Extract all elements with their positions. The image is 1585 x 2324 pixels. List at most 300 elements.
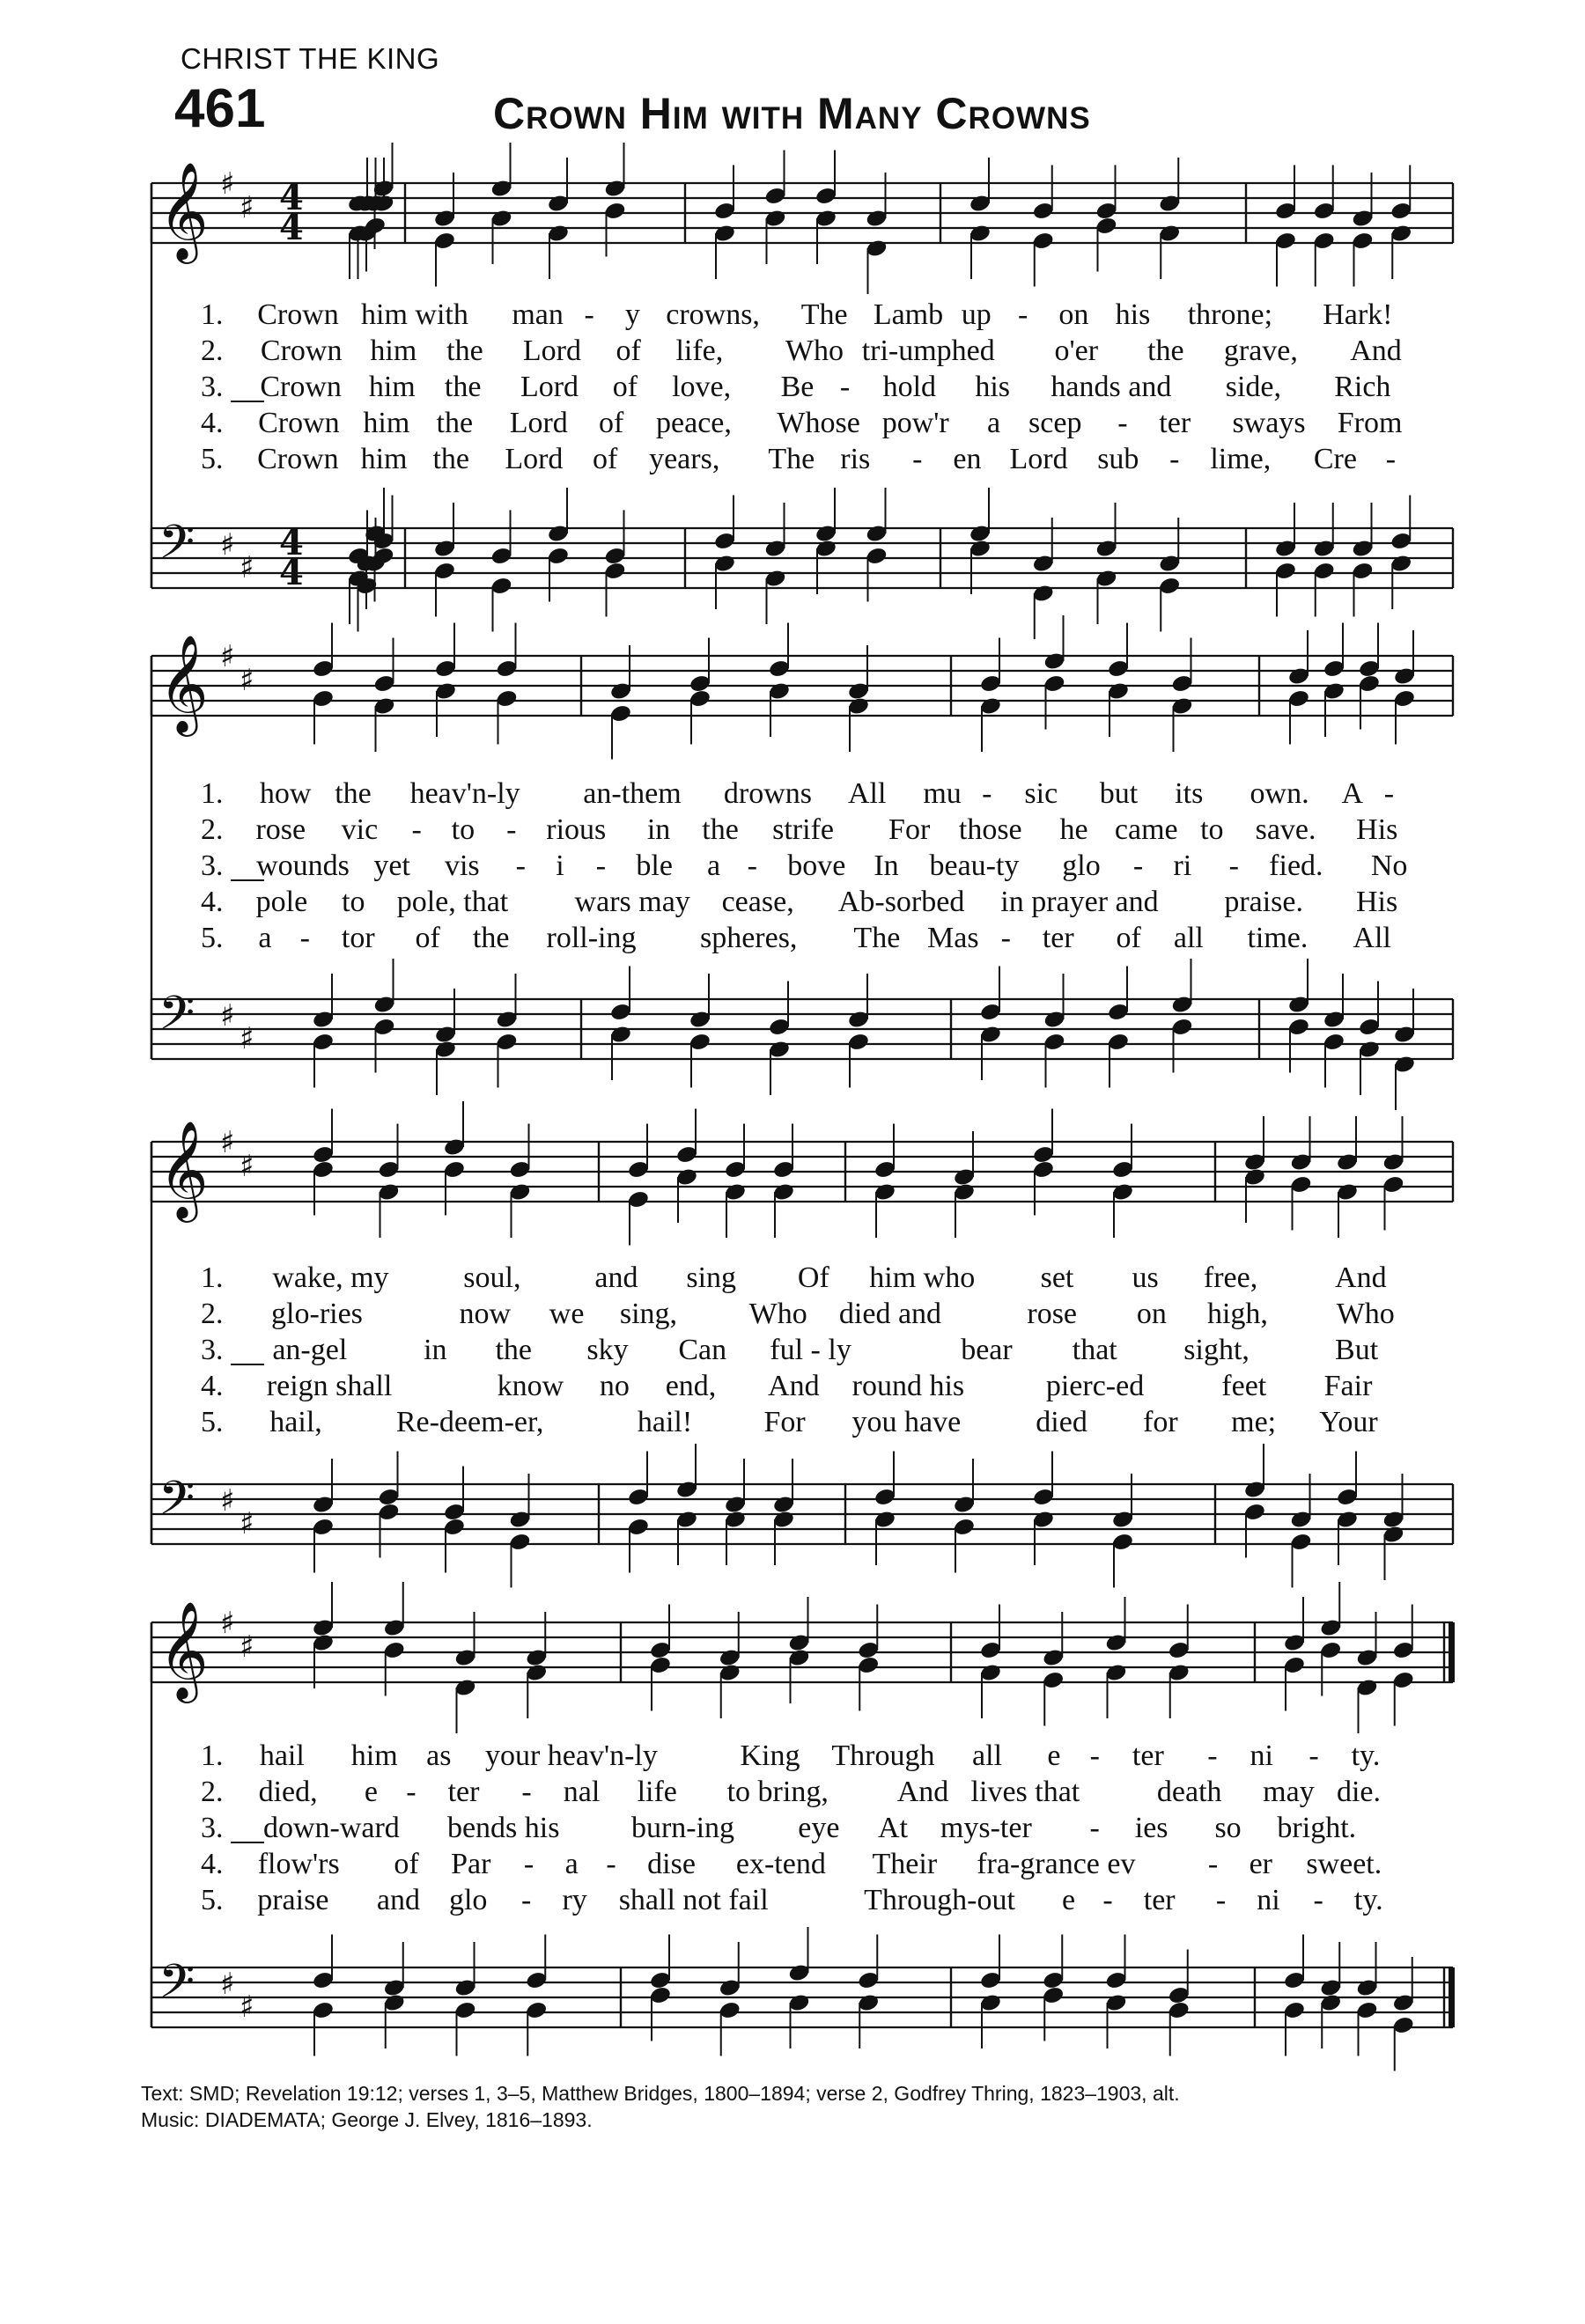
lyric-syllable: Lord xyxy=(505,443,564,475)
lyric-syllable: yet xyxy=(373,849,410,882)
lyric-syllable: 4. xyxy=(201,407,224,439)
lyric-syllable: him who xyxy=(869,1261,976,1294)
lyric-syllable: 5. xyxy=(201,1884,224,1916)
lyric-syllable: praise xyxy=(257,1884,329,1916)
lyric-syllable: and xyxy=(376,1884,420,1916)
lyric-syllable: heav'n-ly xyxy=(409,777,520,810)
lyric-syllable: wounds xyxy=(256,849,350,882)
sharp-icon: ♯ xyxy=(220,166,235,202)
lyric-syllable: Through-out xyxy=(864,1884,1015,1916)
lyric-syllable: - xyxy=(1228,849,1239,882)
lyric-syllable: man xyxy=(512,298,564,331)
lyric-syllable: him xyxy=(360,443,408,475)
lyric-syllable: o'er xyxy=(1054,335,1099,367)
lyric-syllable: know xyxy=(497,1370,564,1402)
lyric-syllable: up xyxy=(961,298,992,331)
lyric-syllable: ies xyxy=(1134,1812,1168,1844)
lyric-syllable: - xyxy=(1132,849,1144,882)
treble-clef-icon: 𝄞 xyxy=(158,1120,209,1218)
lyric-syllable: died, xyxy=(258,1776,318,1808)
lyric-syllable: - xyxy=(747,849,757,882)
lyric-syllable: The xyxy=(800,298,848,331)
lyric-syllable: sky xyxy=(586,1334,629,1366)
lyric-syllable: Ab-sorbed xyxy=(837,886,965,918)
lyric-syllable: Crown xyxy=(258,407,340,439)
lyric-syllable: King xyxy=(740,1739,800,1772)
lyric-syllable: the xyxy=(436,407,474,439)
lyric-syllable: as xyxy=(426,1739,452,1772)
lyric-syllable: ble xyxy=(636,849,673,882)
lyric-syllable: you have xyxy=(851,1406,962,1438)
lyric-syllable: a xyxy=(987,407,1001,439)
lyric-syllable: him with xyxy=(361,298,468,331)
lyric-syllable: sing xyxy=(686,1261,737,1294)
lyric-syllable: sic xyxy=(1024,777,1058,810)
lyric-syllable: in prayer and xyxy=(1000,886,1159,918)
lyric-syllable: hold xyxy=(882,371,937,403)
lyric-syllable: ni xyxy=(1257,1884,1280,1916)
lyric-syllable: your heav'n-ly xyxy=(484,1739,658,1772)
sharp-icon: ♯ xyxy=(240,1149,254,1184)
text-credit: Text: SMD; Revelation 19:12; verses 1, 3–5, Matthew Bridges, 1800–1894; verse 2, Godfrey Thring, 1823–1903, alt. xyxy=(141,2082,1180,2105)
lyric-syllable: to bring, xyxy=(726,1776,829,1808)
lyric-syllable: the xyxy=(1147,335,1184,367)
lyric-syllable: Who xyxy=(1336,1298,1395,1330)
lyric-syllable: - xyxy=(523,1848,534,1880)
lyric-syllable: of xyxy=(598,407,624,439)
lyric-syllable: in xyxy=(424,1334,447,1366)
lyric-syllable: - xyxy=(1385,443,1397,475)
lyric-syllable: - xyxy=(1000,922,1011,954)
lyric-syllable: peace, xyxy=(656,407,732,439)
lyric-syllable: came xyxy=(1114,813,1178,846)
lyric-syllable: vic xyxy=(341,813,379,846)
lyric-syllable: drowns xyxy=(723,777,813,810)
lyric-syllable: e xyxy=(1061,1884,1076,1916)
lyric-syllable: His xyxy=(1356,813,1398,846)
lyric-syllable: fied. xyxy=(1269,849,1323,882)
lyric-syllable: - xyxy=(299,922,310,954)
lyric-syllable: love, xyxy=(672,371,732,403)
lyric-syllable: reign shall xyxy=(266,1370,393,1402)
lyric-syllable: a xyxy=(564,1848,579,1880)
lyric-syllable: him xyxy=(363,407,410,439)
lyric-syllable: - xyxy=(1169,443,1180,475)
lyric-syllable: beau-ty xyxy=(929,849,1020,882)
lyric-syllable: From xyxy=(1337,407,1403,439)
lyric-syllable: In xyxy=(874,849,899,882)
lyric-syllable: and xyxy=(594,1261,638,1294)
lyric-syllable: Lord xyxy=(1009,443,1068,475)
lyric-syllable: Crown xyxy=(260,335,343,367)
lyric-syllable: ex-tend xyxy=(735,1848,826,1880)
lyric-syllable: an-them xyxy=(583,777,682,810)
lyric-syllable: Crown xyxy=(260,371,342,403)
lyric-syllable: soul, xyxy=(463,1261,521,1294)
lyric-syllable: - xyxy=(1215,1884,1227,1916)
lyric-syllable: The xyxy=(853,922,901,954)
sharp-icon: ♯ xyxy=(220,639,235,674)
lyric-syllable: sways xyxy=(1232,407,1306,439)
lyric-syllable: Lord xyxy=(509,407,568,439)
lyric-syllable: - xyxy=(1207,1739,1218,1772)
lyric-syllable: tor xyxy=(341,922,375,954)
lyric-syllable: pierc-ed xyxy=(1045,1370,1145,1402)
lyric-syllable: the xyxy=(446,335,483,367)
lyric-syllable: nal xyxy=(563,1776,601,1808)
hymn-title: Crown Him with Many Crowns xyxy=(493,89,1091,138)
lyric-syllable: rious xyxy=(546,813,607,846)
lyric-syllable: Who xyxy=(748,1298,807,1330)
lyric-syllable: No xyxy=(1370,849,1408,882)
lyric-syllable: we xyxy=(549,1298,585,1330)
lyric-syllable: pow'r xyxy=(881,407,949,439)
lyric-syllable: All xyxy=(847,777,887,810)
lyric-syllable: of xyxy=(1116,922,1141,954)
lyric-syllable: eye xyxy=(798,1812,840,1844)
lyric-syllable: on xyxy=(1058,298,1089,331)
lyric-syllable: i xyxy=(556,849,564,882)
lyric-syllable: shall not fail xyxy=(618,1884,769,1916)
lyric-syllable: - xyxy=(584,298,594,331)
lyric-syllable: But xyxy=(1335,1334,1379,1366)
lyric-syllable: but xyxy=(1099,777,1139,810)
lyric-syllable: Of xyxy=(797,1261,829,1294)
lyric-syllable: 5. xyxy=(201,922,224,954)
lyric-syllable: 1. xyxy=(201,1261,224,1294)
lyric-syllable: sub xyxy=(1097,443,1139,475)
lyric-syllable: sing, xyxy=(619,1298,678,1330)
lyric-syllable: hail, xyxy=(269,1406,322,1438)
lyric-syllable: Rich xyxy=(1334,371,1391,403)
lyric-syllable: rose xyxy=(255,813,306,846)
lyric-syllable: so xyxy=(1214,1812,1242,1844)
lyric-syllable: 3. xyxy=(201,371,224,403)
lyric-syllable: - xyxy=(1089,1739,1100,1772)
lyric-syllable: - xyxy=(1018,298,1028,331)
lyric-syllable: own. xyxy=(1250,777,1309,810)
lyric-syllable: his xyxy=(1115,298,1151,331)
lyric-syllable: his xyxy=(975,371,1011,403)
lyric-syllable: life, xyxy=(675,335,724,367)
lyric-syllable: y xyxy=(624,298,640,331)
lyric-syllable: ful - ly xyxy=(770,1334,851,1366)
lyric-syllable: him xyxy=(370,335,417,367)
lyric-syllable: ter xyxy=(1042,922,1074,954)
lyric-syllable: no xyxy=(599,1370,630,1402)
lyric-syllable: free, xyxy=(1203,1261,1258,1294)
lyric-syllable: feet xyxy=(1221,1370,1267,1402)
lyric-syllable: - xyxy=(1207,1848,1219,1880)
lyric-syllable: Cre xyxy=(1313,443,1357,475)
lyric-syllable: may xyxy=(1263,1776,1315,1808)
lyric-syllable: Lord xyxy=(520,371,579,403)
lyric-syllable: 4. xyxy=(201,1370,224,1402)
lyric-syllable: His xyxy=(1355,886,1398,918)
lyric-syllable: pole xyxy=(255,886,308,918)
lyric-syllable: e xyxy=(1047,1739,1061,1772)
lyric-syllable: wake, my xyxy=(272,1261,389,1294)
lyric-syllable: him xyxy=(350,1739,398,1772)
lyric-syllable: 2. xyxy=(201,1298,224,1330)
lyric-syllable: of xyxy=(394,1848,419,1880)
lyric-syllable: ter xyxy=(1159,407,1191,439)
lyric-syllable: roll-ing xyxy=(546,922,637,954)
lyric-syllable: - xyxy=(515,849,526,882)
lyric-syllable: - xyxy=(521,1776,532,1808)
lyric-syllable: Crown xyxy=(257,443,339,475)
lyric-syllable: burn-ing xyxy=(630,1812,735,1844)
lyric-syllable: death xyxy=(1156,1776,1222,1808)
lyric-syllable: 4. xyxy=(201,886,224,918)
sharp-icon: ♯ xyxy=(240,550,254,585)
lyric-syllable: of xyxy=(415,922,440,954)
lyric-syllable: 1. xyxy=(201,1739,224,1772)
lyric-syllable: - xyxy=(912,443,923,475)
lyric-syllable: For xyxy=(888,813,931,846)
lyric-syllable: 5. xyxy=(201,443,224,475)
lyric-syllable: Whose xyxy=(777,407,860,439)
section-label: CHRIST THE KING xyxy=(181,42,440,75)
lyric-syllable: end, xyxy=(665,1370,717,1402)
lyric-syllable: its xyxy=(1175,777,1204,810)
bass-clef-icon: 𝄢 xyxy=(158,987,195,1052)
lyric-syllable: to xyxy=(1200,813,1224,846)
treble-clef-icon: 𝄞 xyxy=(158,634,209,732)
sharp-icon: ♯ xyxy=(240,1021,254,1056)
lyric-syllable: 1. xyxy=(201,298,224,331)
lyric-syllable: - xyxy=(1383,777,1395,810)
lyric-syllable: A xyxy=(1341,777,1364,810)
lyric-syllable: ris xyxy=(840,443,871,475)
lyric-syllable: that xyxy=(1072,1334,1117,1366)
lyric-syllable: high, xyxy=(1206,1298,1268,1330)
lyric-syllable: - xyxy=(606,1848,616,1880)
lyric-syllable: pole, that xyxy=(396,886,509,918)
lyric-syllable: down-ward xyxy=(262,1812,400,1844)
bass-clef-icon: 𝄢 xyxy=(158,516,195,581)
lyric-syllable: the xyxy=(444,371,482,403)
lyric-syllable: vis xyxy=(444,849,480,882)
lyric-syllable: Be xyxy=(780,371,815,403)
lyric-syllable: 3. xyxy=(201,849,224,882)
lyric-syllable: now xyxy=(459,1298,512,1330)
lyric-syllable: of xyxy=(616,335,641,367)
lyric-syllable: Re-deem-er, xyxy=(395,1406,544,1438)
lyric-syllable: cease, xyxy=(721,886,794,918)
lyric-syllable: all xyxy=(972,1739,1003,1772)
lyric-syllable: all xyxy=(1173,922,1204,954)
time-signature: 4 xyxy=(279,207,304,248)
lyric-syllable: died xyxy=(1036,1406,1087,1438)
lyric-syllable: ter xyxy=(1132,1739,1164,1772)
treble-clef-icon: 𝄞 xyxy=(158,1600,209,1699)
lyric-syllable: save. xyxy=(1255,813,1316,846)
lyric-syllable: bends his xyxy=(446,1812,560,1844)
lyric-syllable: Can xyxy=(678,1334,727,1366)
lyric-syllable: Fair xyxy=(1323,1370,1373,1402)
lyric-syllable: glo-ries xyxy=(271,1298,363,1330)
final-barline xyxy=(1449,1967,1455,2027)
sharp-icon: ♯ xyxy=(220,1606,235,1641)
treble-clef-icon: 𝄞 xyxy=(158,161,209,260)
lyric-syllable: Who xyxy=(785,335,844,367)
lyric-syllable: - xyxy=(1089,1812,1100,1844)
lyric-syllable: side, xyxy=(1225,371,1282,403)
lyric-syllable: ty. xyxy=(1353,1884,1383,1916)
lyric-syllable: years, xyxy=(649,443,720,475)
lyric-syllable: wars may xyxy=(574,886,690,918)
lyric-syllable: an-gel xyxy=(272,1334,348,1366)
lyric-syllable: time. xyxy=(1247,922,1309,954)
lyric-syllable: sweet. xyxy=(1306,1848,1382,1880)
lyric-syllable: ry xyxy=(562,1884,587,1916)
lyric-syllable: - xyxy=(506,813,517,846)
lyric-syllable: of xyxy=(593,443,618,475)
music-credit: Music: DIADEMATA; George J. Elvey, 1816–1893. xyxy=(141,2108,593,2131)
lyric-syllable: ri xyxy=(1173,849,1192,882)
lyric-syllable: 2. xyxy=(201,1776,224,1808)
lyric-syllable: set xyxy=(1040,1261,1074,1294)
bass-clef-icon: 𝄢 xyxy=(158,1955,195,2020)
lyric-syllable: crowns, xyxy=(666,298,760,331)
lyric-syllable: me; xyxy=(1231,1406,1277,1438)
sharp-icon: ♯ xyxy=(240,190,254,225)
lyric-syllable: - xyxy=(1309,1739,1319,1772)
sharp-icon: ♯ xyxy=(220,1967,235,2002)
lyric-syllable: throne; xyxy=(1187,298,1273,331)
lyric-syllable: lives that xyxy=(970,1776,1080,1808)
lyric-syllable: - xyxy=(1102,1884,1113,1916)
lyric-syllable: die. xyxy=(1336,1776,1382,1808)
lyric-syllable: the xyxy=(702,813,739,846)
lyric-syllable: e xyxy=(364,1776,378,1808)
lyric-syllable: hail! xyxy=(637,1406,693,1438)
lyric-syllable: scep xyxy=(1028,407,1082,439)
lyric-syllable: ni xyxy=(1250,1739,1274,1772)
lyric-syllable: the xyxy=(335,777,372,810)
lyric-syllable: ty. xyxy=(1351,1739,1381,1772)
lyric-syllable: And xyxy=(1335,1261,1387,1294)
lyric-syllable: bear xyxy=(961,1334,1013,1366)
time-signature: 4 xyxy=(279,522,304,563)
lyric-syllable: Hark! xyxy=(1323,298,1393,331)
lyric-syllable: to xyxy=(342,886,365,918)
lyric-syllable: Crown xyxy=(257,298,339,331)
lyric-syllable: 2. xyxy=(201,335,224,367)
lyric-syllable: 2. xyxy=(201,813,224,846)
lyric-syllable: glo xyxy=(1062,849,1101,882)
lyric-syllable: 3. xyxy=(201,1334,224,1366)
lyric-syllable: - xyxy=(406,1776,417,1808)
lyric-syllable: round his xyxy=(851,1370,965,1402)
lyric-syllable: lime, xyxy=(1210,443,1272,475)
lyric-syllable: Your xyxy=(1319,1406,1378,1438)
lyric-syllable: 5. xyxy=(201,1406,224,1438)
lyric-syllable: the xyxy=(495,1334,532,1366)
lyric-syllable: - xyxy=(1313,1884,1323,1916)
lyric-syllable: Lamb xyxy=(873,298,944,331)
lyric-syllable: At xyxy=(877,1812,908,1844)
lyric-syllable: mu xyxy=(923,777,962,810)
lyric-syllable: mys-ter xyxy=(940,1812,1032,1844)
lyric-syllable: on xyxy=(1136,1298,1167,1330)
lyric-syllable: ter xyxy=(1143,1884,1176,1916)
lyric-syllable: Par xyxy=(451,1848,491,1880)
lyric-syllable: rose xyxy=(1027,1298,1078,1330)
lyric-syllable: him xyxy=(368,371,416,403)
lyric-syllable: - xyxy=(521,1884,532,1916)
lyric-syllable: 4. xyxy=(201,1848,224,1880)
lyric-syllable: the xyxy=(472,922,510,954)
lyric-syllable: - xyxy=(595,849,607,882)
lyric-syllable: bove xyxy=(787,849,846,882)
lyric-syllable: Their xyxy=(872,1848,938,1880)
lyric-syllable: praise. xyxy=(1224,886,1304,918)
lyric-syllable: us xyxy=(1132,1261,1159,1294)
lyric-syllable: And xyxy=(1350,335,1402,367)
lyric-syllable: grave, xyxy=(1223,335,1298,367)
lyric-syllable: dise xyxy=(647,1848,696,1880)
lyric-syllable: - xyxy=(839,371,851,403)
lyric-syllable: tri-umphed xyxy=(861,335,995,367)
lyric-syllable: er xyxy=(1249,1848,1272,1880)
lyric-syllable: of xyxy=(612,371,638,403)
lyric-syllable: The xyxy=(768,443,815,475)
time-signature: 4 xyxy=(279,552,304,593)
lyric-syllable: Lord xyxy=(522,335,582,367)
lyric-syllable: hail xyxy=(259,1739,305,1772)
lyric-syllable: he xyxy=(1059,813,1088,846)
bass-clef-icon: 𝄢 xyxy=(158,1472,195,1537)
final-barline xyxy=(1449,1622,1455,1682)
sharp-icon: ♯ xyxy=(220,1125,235,1160)
lyric-syllable: bright. xyxy=(1277,1812,1357,1844)
sharp-icon: ♯ xyxy=(220,998,235,1033)
lyric-syllable: spheres, xyxy=(699,922,798,954)
lyric-syllable: how xyxy=(259,777,312,810)
lyric-syllable: - xyxy=(411,813,422,846)
lyric-syllable: those xyxy=(958,813,1022,846)
hymn-number: 461 xyxy=(174,78,266,139)
lyric-syllable: All xyxy=(1353,922,1391,954)
lyric-syllable: life xyxy=(637,1776,677,1808)
lyric-syllable: - xyxy=(982,777,992,810)
sharp-icon: ♯ xyxy=(240,1506,254,1541)
sharp-icon: ♯ xyxy=(240,1629,254,1665)
lyric-syllable: 1. xyxy=(201,777,224,810)
lyric-syllable: And xyxy=(768,1370,820,1402)
lyric-syllable: And xyxy=(896,1776,949,1808)
lyric-syllable: Mas xyxy=(927,922,979,954)
lyric-syllable: died and xyxy=(838,1298,942,1330)
lyric-syllable: glo xyxy=(448,1884,488,1916)
lyric-syllable: flow'rs xyxy=(257,1848,340,1880)
lyric-syllable: fra-grance ev xyxy=(977,1848,1136,1880)
lyric-syllable: For xyxy=(763,1406,806,1438)
sharp-icon: ♯ xyxy=(240,663,254,698)
lyric-syllable: ter xyxy=(447,1776,480,1808)
time-signature: 4 xyxy=(279,177,304,218)
lyric-syllable: in xyxy=(646,813,671,846)
lyric-syllable: sight, xyxy=(1183,1334,1250,1366)
lyric-syllable: strife xyxy=(772,813,834,846)
lyric-syllable: en xyxy=(953,443,982,475)
sharp-icon: ♯ xyxy=(220,1483,235,1519)
lyric-syllable: hands and xyxy=(1051,371,1172,403)
lyric-syllable: the xyxy=(432,443,469,475)
lyric-syllable: 3. xyxy=(201,1812,224,1844)
